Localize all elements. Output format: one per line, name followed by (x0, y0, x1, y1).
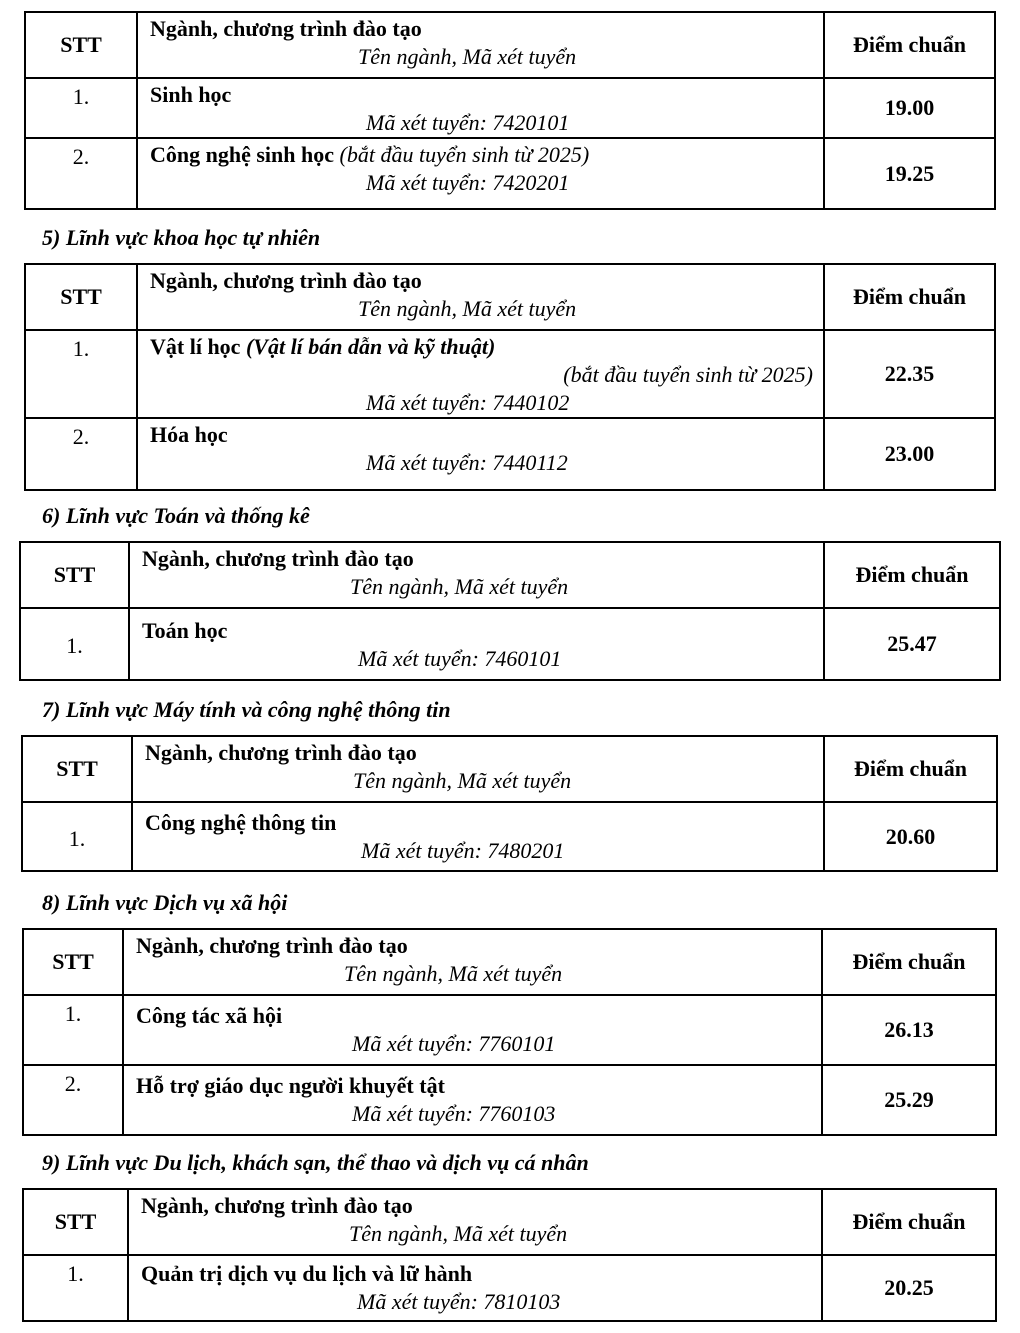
header-score: Điểm chuẩn (824, 264, 995, 330)
header-stt: STT (22, 736, 132, 802)
row-stt: 2. (23, 1065, 123, 1135)
row-program (137, 138, 824, 209)
table-header-row (23, 929, 996, 995)
header-program-sub: Tên ngành, Mã xét tuyển (344, 961, 563, 986)
program-code: Mã xét tuyển: 7760101 (352, 1031, 556, 1056)
table-header-row (22, 736, 997, 802)
header-stt: STT (20, 542, 129, 608)
row-program (137, 78, 824, 138)
header-program (132, 736, 824, 802)
table-header-row (25, 264, 995, 330)
row-score: 22.35 (824, 330, 995, 418)
header-program-label: Ngành, chương trình đào tạo (136, 933, 408, 958)
section-title: 6) Lĩnh vực Toán và thống kê (42, 503, 310, 528)
row-stt: 1. (23, 1255, 128, 1321)
program-name: Công tác xã hội (136, 1003, 283, 1028)
program-code: Mã xét tuyển: 7420101 (366, 110, 570, 135)
program-name: Hỗ trợ giáo dục người khuyết tật (136, 1073, 445, 1098)
score-table-math (19, 541, 1001, 681)
header-program (128, 1189, 822, 1255)
header-program-sub: Tên ngành, Mã xét tuyển (353, 768, 572, 793)
row-program (123, 1065, 822, 1135)
score-table-natural-sciences (24, 263, 996, 491)
header-program-label: Ngành, chương trình đào tạo (145, 740, 417, 765)
row-program (132, 802, 824, 871)
header-program-label: Ngành, chương trình đào tạo (150, 268, 422, 293)
row-program (137, 418, 824, 490)
table-row (22, 802, 997, 871)
header-score: Điểm chuẩn (822, 1189, 996, 1255)
row-stt: 1. (25, 78, 137, 138)
program-name: Hóa học (150, 422, 228, 447)
row-program (129, 608, 824, 680)
program-name: Công nghệ sinh học (150, 142, 335, 167)
row-score: 25.29 (822, 1065, 996, 1135)
row-stt: 2. (25, 418, 137, 490)
program-name: Công nghệ thông tin (145, 810, 337, 835)
header-stt: STT (25, 12, 137, 78)
program-code: Mã xét tuyển: 7810103 (357, 1289, 561, 1314)
program-code: Mã xét tuyển: 7480201 (361, 838, 565, 863)
row-program (137, 330, 824, 418)
row-stt: 1. (22, 802, 132, 871)
section-title: 5) Lĩnh vực khoa học tự nhiên (42, 225, 321, 250)
header-program-sub: Tên ngành, Mã xét tuyển (350, 574, 569, 599)
table-header-row (23, 1189, 996, 1255)
header-score: Điểm chuẩn (822, 929, 996, 995)
table-row (20, 608, 1000, 680)
program-code: Mã xét tuyển: 7760103 (352, 1101, 556, 1126)
table-row (25, 78, 995, 138)
table-row (25, 138, 995, 209)
row-stt: 1. (25, 330, 137, 418)
table-row (23, 995, 996, 1065)
header-program-sub: Tên ngành, Mã xét tuyển (358, 44, 577, 69)
header-program (137, 12, 824, 78)
header-score: Điểm chuẩn (824, 736, 997, 802)
row-score: 20.25 (822, 1255, 996, 1321)
header-program-sub: Tên ngành, Mã xét tuyển (349, 1221, 568, 1246)
program-name-detail: (Vật lí bán dẫn và kỹ thuật) (245, 334, 496, 359)
header-program (123, 929, 822, 995)
header-program-label: Ngành, chương trình đào tạo (150, 16, 422, 41)
program-name: Quản trị dịch vụ du lịch và lữ hành (141, 1261, 473, 1286)
table-row (23, 1065, 996, 1135)
row-program (123, 995, 822, 1065)
table-header-row (25, 12, 995, 78)
score-table-it (21, 735, 998, 872)
section-title: 7) Lĩnh vực Máy tính và công nghệ thông tin (42, 697, 451, 722)
header-program-sub: Tên ngành, Mã xét tuyển (358, 296, 577, 321)
row-stt: 2. (25, 138, 137, 209)
program-code: Mã xét tuyển: 7420201 (366, 170, 570, 195)
row-score: 25.47 (824, 608, 1000, 680)
row-stt: 1. (23, 995, 123, 1065)
row-stt: 1. (20, 608, 129, 680)
table-header-row (20, 542, 1000, 608)
program-code: Mã xét tuyển: 7440102 (366, 390, 570, 415)
row-score: 19.25 (824, 138, 995, 209)
header-program-label: Ngành, chương trình đào tạo (141, 1193, 413, 1218)
program-note: (bắt đầu tuyển sinh từ 2025) (339, 142, 590, 167)
program-name: Toán học (142, 618, 228, 643)
row-score: 20.60 (824, 802, 997, 871)
header-stt: STT (23, 1189, 128, 1255)
program-code: Mã xét tuyển: 7440112 (366, 450, 568, 475)
section-title: 9) Lĩnh vực Du lịch, khách sạn, thể thao và dịch vụ cá nhân (42, 1150, 589, 1175)
header-score: Điểm chuẩn (824, 12, 995, 78)
program-code: Mã xét tuyển: 7460101 (358, 646, 562, 671)
row-score: 23.00 (824, 418, 995, 490)
header-stt: STT (23, 929, 123, 995)
program-name: Vật lí học (150, 334, 241, 359)
row-score: 19.00 (824, 78, 995, 138)
table-row (23, 1255, 996, 1321)
row-program (128, 1255, 822, 1321)
program-note: (bắt đầu tuyển sinh từ 2025) (563, 362, 813, 387)
score-table-tourism (22, 1188, 997, 1322)
section-title: 8) Lĩnh vực Dịch vụ xã hội (42, 890, 288, 915)
header-program-label: Ngành, chương trình đào tạo (142, 546, 414, 571)
score-table-social-services (22, 928, 997, 1136)
table-row (25, 418, 995, 490)
header-program (137, 264, 824, 330)
table-row (25, 330, 995, 418)
header-stt: STT (25, 264, 137, 330)
header-program (129, 542, 824, 608)
score-table-biology (24, 11, 996, 210)
row-score: 26.13 (822, 995, 996, 1065)
header-score: Điểm chuẩn (824, 542, 1000, 608)
program-name: Sinh học (150, 82, 232, 107)
